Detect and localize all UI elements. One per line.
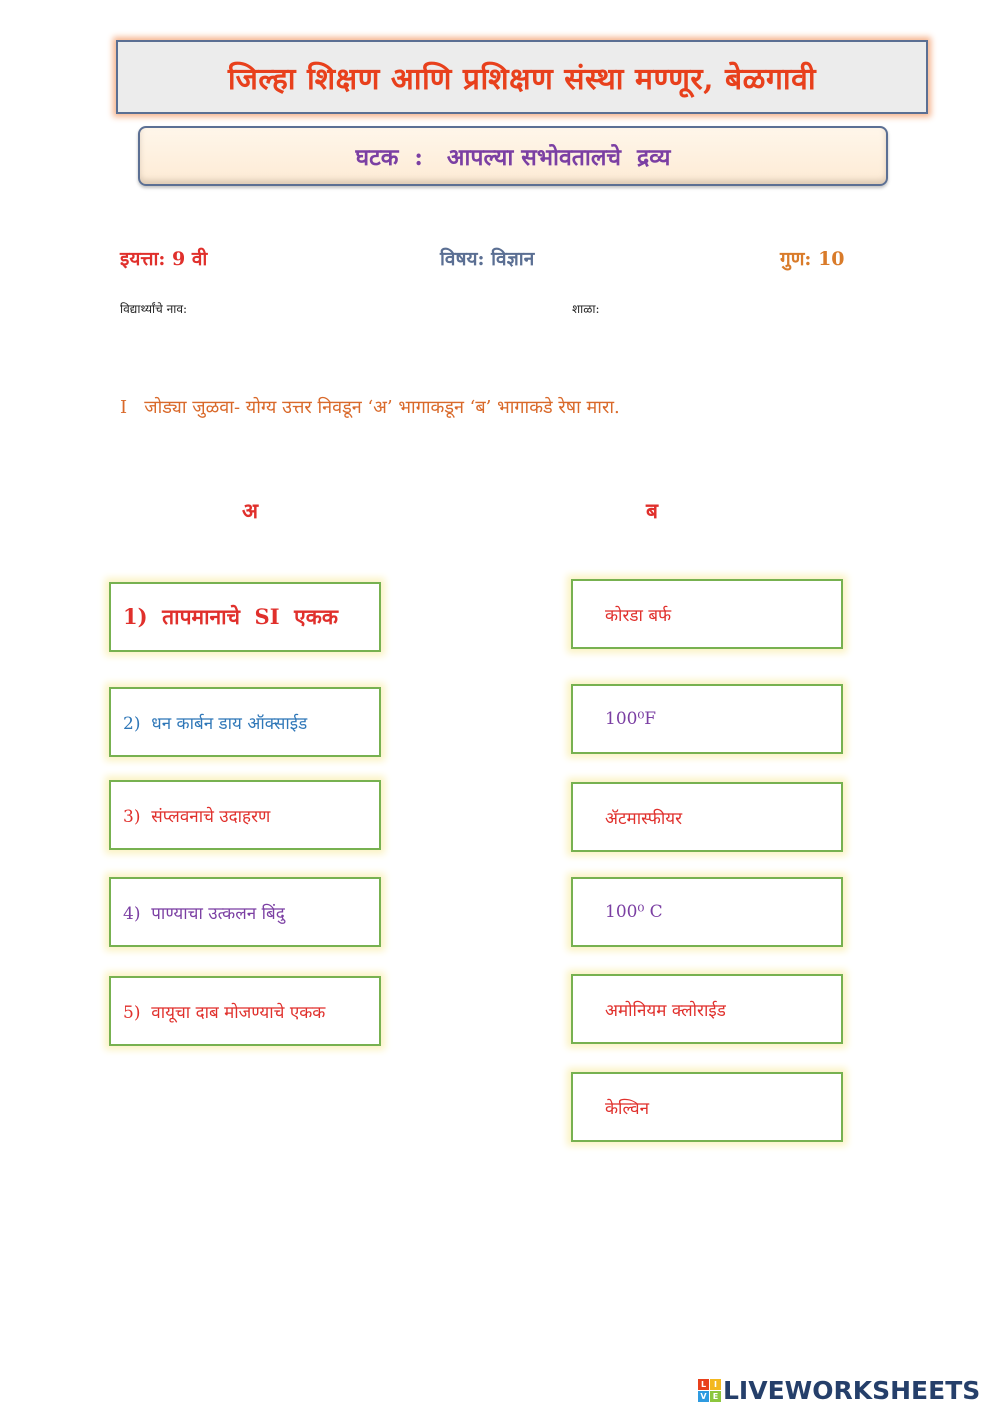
- match-item-a-1[interactable]: [109, 582, 381, 652]
- match-item-a-5-label: 5) वायूचा दाब मोजण्याचे एकक: [123, 1002, 326, 1023]
- liveworksheets-logo: [698, 1376, 980, 1405]
- unit-box: [138, 126, 888, 186]
- institute-banner: [116, 40, 928, 114]
- match-item-b-2-label: 100⁰F: [605, 709, 657, 729]
- unit-title: घटक : आपल्या सभोवतालचे द्रव्य: [355, 144, 671, 171]
- institute-title: जिल्हा शिक्षण आणि प्रशिक्षण संस्था मण्णूर, बेळगावी: [227, 61, 817, 97]
- column-b-header: ब: [646, 498, 658, 523]
- match-item-b-3-label: ॲटमास्फीयर: [605, 808, 683, 829]
- match-item-a-4[interactable]: [109, 877, 381, 947]
- logo-letter-i: I: [710, 1379, 721, 1390]
- logo-letter-l: L: [698, 1379, 709, 1390]
- match-item-a-4-label: 4) पाण्याचा उत्कलन बिंदु: [123, 903, 285, 924]
- logo-wordmark: LIVEWORKSHEETS: [723, 1376, 981, 1405]
- match-item-b-5[interactable]: [571, 974, 843, 1044]
- grade-label: इयत्ता: 9 वी: [120, 248, 208, 270]
- match-item-b-6-label: केल्विन: [605, 1098, 650, 1119]
- match-item-b-6[interactable]: [571, 1072, 843, 1142]
- match-item-b-4[interactable]: [571, 877, 843, 947]
- match-item-a-1-label: 1) तापमानाचे SI एकक: [123, 604, 339, 629]
- match-item-b-3[interactable]: [571, 782, 843, 852]
- student-name-label: विद्यार्थ्यांचे नाव:: [120, 302, 188, 316]
- instruction-text: I जोड्या जुळवा- योग्य उत्तर निवडून ‘अ’ भागाकडून ‘ब’ भागाकडे रेषा मारा.: [120, 397, 620, 418]
- match-item-a-3[interactable]: [109, 780, 381, 850]
- match-item-b-1[interactable]: [571, 579, 843, 649]
- match-item-b-1-label: कोरडा बर्फ: [605, 605, 672, 626]
- logo-letter-e: E: [710, 1391, 721, 1402]
- match-item-b-2[interactable]: [571, 684, 843, 754]
- school-label: शाळा:: [572, 302, 600, 316]
- marks-label: गुण: 10: [780, 248, 845, 270]
- match-item-a-3-label: 3) संप्लवनाचे उदाहरण: [123, 806, 271, 827]
- column-a-header: अ: [242, 498, 259, 523]
- match-item-b-4-label: 100⁰ C: [605, 902, 663, 922]
- logo-letter-v: V: [698, 1391, 709, 1402]
- match-item-a-2-label: 2) धन कार्बन डाय ऑक्साईड: [123, 713, 308, 734]
- match-item-b-5-label: अमोनियम क्लोराईड: [605, 1000, 726, 1021]
- subject-label: विषय: विज्ञान: [440, 248, 535, 270]
- match-item-a-2[interactable]: [109, 687, 381, 757]
- logo-mark-icon: [698, 1379, 721, 1402]
- match-item-a-5[interactable]: [109, 976, 381, 1046]
